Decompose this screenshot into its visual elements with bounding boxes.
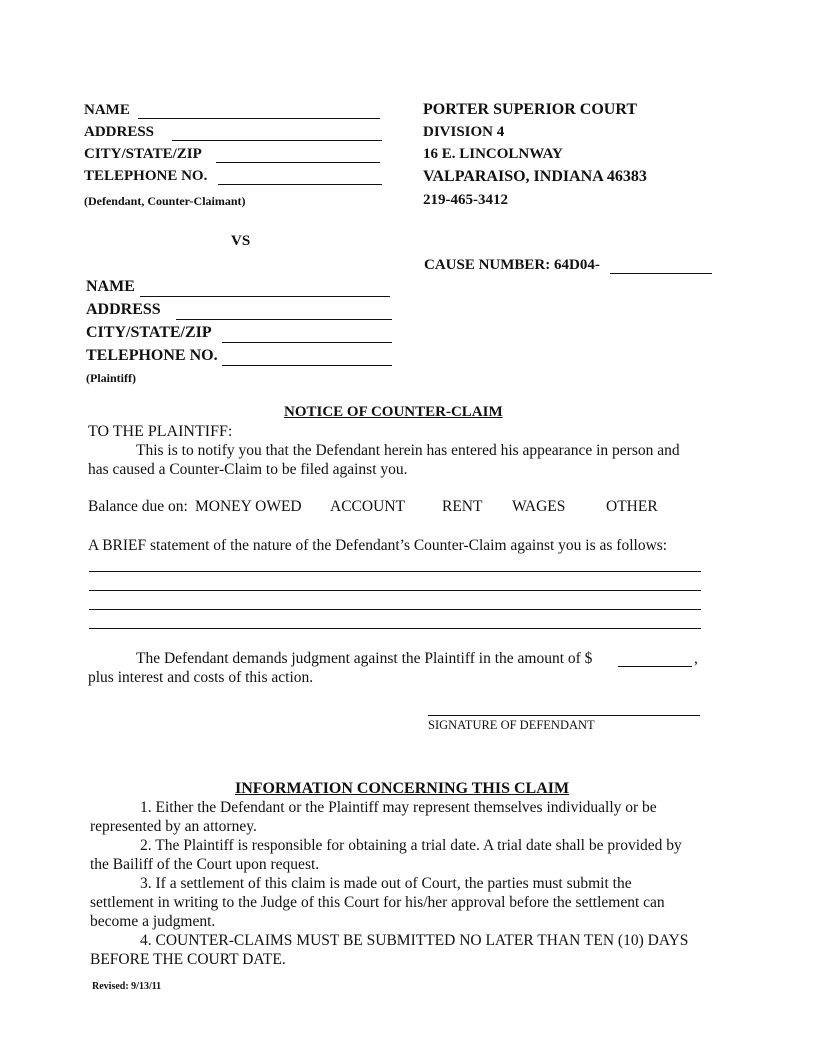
- judgment-amount-field[interactable]: [618, 666, 692, 667]
- balance-option-other[interactable]: OTHER: [606, 498, 658, 515]
- balance-label: Balance due on:: [88, 498, 188, 515]
- statement-line-4[interactable]: [89, 628, 701, 629]
- signature-line[interactable]: [428, 715, 700, 716]
- info-item2-line2: the Bailiff of the Court upon request.: [90, 856, 320, 873]
- court-phone: 219-465-3412: [423, 192, 508, 208]
- info-item1-line1: 1. Either the Defendant or the Plaintiff may represent themselves individually or be: [140, 799, 657, 816]
- notice-body-line2: has caused a Counter-Claim to be filed against you.: [88, 461, 408, 478]
- court-division: DIVISION 4: [423, 124, 505, 140]
- plaintiff-name-label: NAME: [86, 278, 135, 295]
- balance-option-wages[interactable]: WAGES: [512, 498, 566, 515]
- plaintiff-address-field[interactable]: [176, 319, 392, 320]
- court-name: PORTER SUPERIOR COURT: [423, 101, 638, 118]
- statement-line-2[interactable]: [89, 590, 701, 591]
- plaintiff-role-note: (Plaintiff): [86, 371, 136, 385]
- revised-date: Revised: 9/13/11: [92, 981, 162, 992]
- judgment-line2: plus interest and costs of this action.: [88, 669, 314, 686]
- info-item3-line2: settlement in writing to the Judge of this Court for his/her approval before the settlement can: [90, 894, 665, 911]
- defendant-name-label: NAME: [84, 102, 130, 118]
- vs-label: VS: [231, 233, 251, 249]
- plaintiff-city-field[interactable]: [222, 342, 392, 343]
- info-item1-line2: represented by an attorney.: [90, 818, 257, 835]
- judgment-comma: ,: [694, 650, 698, 667]
- notice-to-plaintiff: TO THE PLAINTIFF:: [88, 423, 233, 440]
- info-item4-line1: 4. COUNTER-CLAIMS MUST BE SUBMITTED NO LATER THAN TEN (10) DAYS: [140, 932, 689, 949]
- defendant-role-note: (Defendant, Counter-Claimant): [84, 194, 246, 208]
- info-title: INFORMATION CONCERNING THIS CLAIM: [235, 780, 570, 797]
- brief-statement-prompt: A BRIEF statement of the nature of the Defendant’s Counter-Claim against you is as follows:: [88, 537, 668, 554]
- defendant-name-field[interactable]: [138, 118, 380, 119]
- plaintiff-address-label: ADDRESS: [86, 301, 161, 318]
- court-street: 16 E. LINCOLNWAY: [423, 146, 563, 162]
- plaintiff-city-label: CITY/STATE/ZIP: [86, 324, 212, 341]
- balance-option-rent[interactable]: RENT: [442, 498, 483, 515]
- cause-number-label: CAUSE NUMBER: 64D04-: [424, 257, 600, 273]
- notice-title: NOTICE OF COUNTER-CLAIM: [284, 404, 503, 420]
- balance-option-money-owed[interactable]: MONEY OWED: [195, 498, 302, 515]
- plaintiff-name-field[interactable]: [140, 296, 390, 297]
- signature-label: SIGNATURE OF DEFENDANT: [428, 718, 595, 732]
- defendant-address-field[interactable]: [172, 140, 382, 141]
- court-city: VALPARAISO, INDIANA 46383: [423, 168, 647, 185]
- defendant-phone-label: TELEPHONE NO.: [84, 168, 208, 184]
- judgment-line1: The Defendant demands judgment against the Plaintiff in the amount of $: [136, 650, 593, 667]
- info-item3-line3: become a judgment.: [90, 913, 216, 930]
- info-item2-line1: 2. The Plaintiff is responsible for obtaining a trial date. A trial date shall be provided by: [140, 837, 682, 854]
- statement-line-1[interactable]: [89, 571, 701, 572]
- plaintiff-phone-label: TELEPHONE NO.: [86, 347, 218, 364]
- statement-line-3[interactable]: [89, 609, 701, 610]
- notice-body-line1: This is to notify you that the Defendant herein has entered his appearance in person and: [136, 442, 680, 459]
- info-item4-line2: BEFORE THE COURT DATE.: [90, 951, 286, 968]
- defendant-address-label: ADDRESS: [84, 124, 155, 140]
- plaintiff-phone-field[interactable]: [222, 365, 392, 366]
- info-item3-line1: 3. If a settlement of this claim is made out of Court, the parties must submit the: [140, 875, 632, 892]
- defendant-city-field[interactable]: [216, 162, 380, 163]
- defendant-city-label: CITY/STATE/ZIP: [84, 146, 202, 162]
- cause-number-field[interactable]: [610, 273, 712, 274]
- defendant-phone-field[interactable]: [218, 184, 382, 185]
- balance-option-account[interactable]: ACCOUNT: [330, 498, 405, 515]
